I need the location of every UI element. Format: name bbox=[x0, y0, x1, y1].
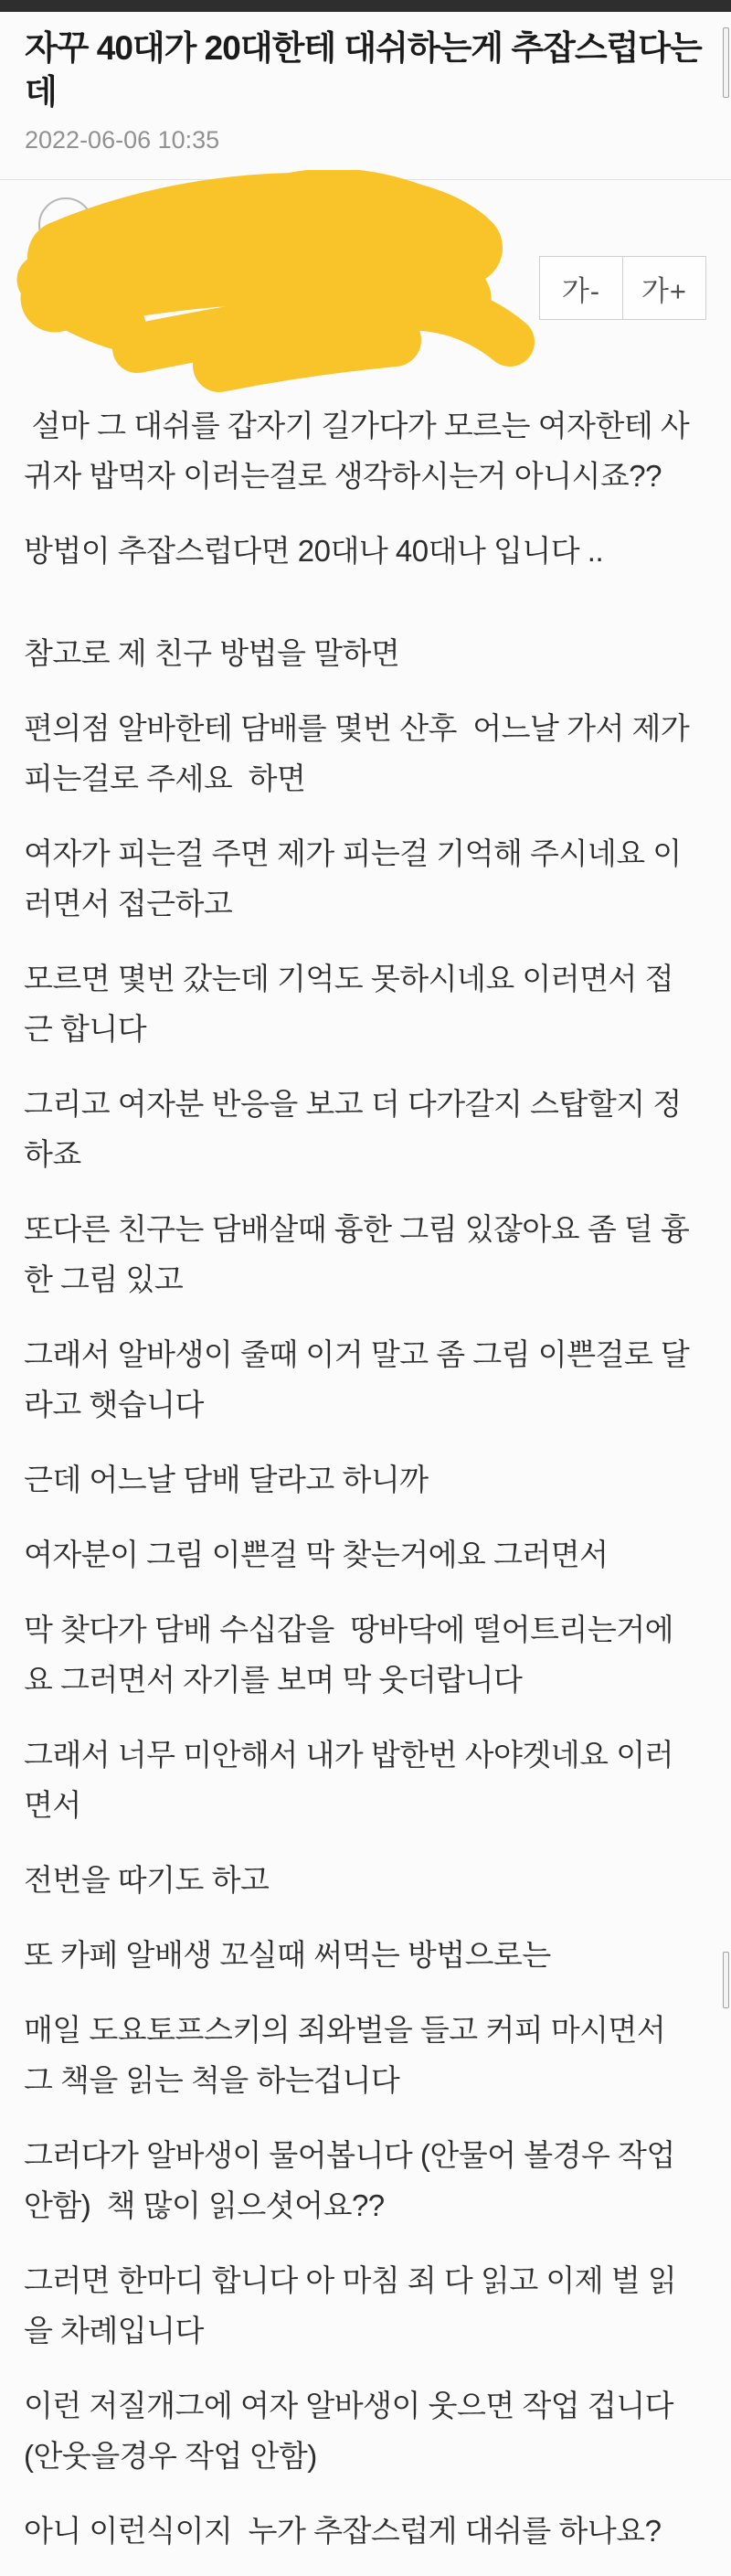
post-header bbox=[0, 12, 731, 154]
scrollbar-thumb[interactable] bbox=[723, 1952, 729, 2008]
scrollbar-thumb[interactable] bbox=[723, 27, 729, 98]
post-paragraph: 여자가 피는걸 주면 제가 피는걸 기억해 주시네요 이러면서 접근하고 bbox=[24, 836, 682, 921]
post-date: 2022-06-06 10:35 bbox=[25, 126, 220, 154]
post-paragraph: 그리고 여자분 반응을 보고 더 다가갈지 스탑할지 정하죠 bbox=[24, 1087, 682, 1171]
post-paragraph: 이런 저질개그에 여자 알바생이 웃으면 작업 겁니다 (안웃을경우 작업 안함) bbox=[24, 2389, 682, 2473]
post-paragraph: 근데 어느날 담배 달라고 하니까 bbox=[24, 1463, 429, 1496]
status-bar bbox=[0, 0, 731, 12]
post-paragraph: 또다른 친구는 담배살때 흉한 그림 있잖아요 좀 덜 흉한 그림 있고 bbox=[24, 1212, 690, 1296]
post-paragraph: 설마 그 대쉬를 갑자기 길가다가 모르는 여자한테 사귀자 밥먹자 이러는걸로 생각하시는거 아니시죠?? bbox=[24, 409, 690, 493]
post-title: 자꾸 40대가 20대한테 대쉬하는게 추잡스럽다는데 bbox=[25, 29, 702, 111]
post-paragraph: 또 카페 알배생 꼬실때 써먹는 방법으로는 bbox=[24, 1938, 551, 1972]
post-paragraph: 참고로 제 친구 방법을 말하면 bbox=[24, 636, 400, 670]
post-paragraph: 편의점 알바한테 담배를 몇번 산후 어느날 가서 제가 피는걸로 주세요 하면 bbox=[24, 711, 697, 795]
post-body bbox=[0, 400, 731, 2556]
post-paragraph: 막 찾다가 담배 수십갑을 땅바닥에 떨어트리는거에요 그러면서 자기를 보며 막 웃더랍니다 bbox=[24, 1613, 673, 1697]
post-paragraph: 아니 이런식이지 누가 추잡스럽게 대쉬를 하나요? bbox=[24, 2514, 662, 2548]
post-paragraph: 그래서 알바생이 줄때 이거 말고 좀 그림 이쁜걸로 달라고 햇습니다 bbox=[24, 1337, 690, 1421]
post-paragraph: 그래서 너무 미안해서 내가 밥한번 사야겟네요 이러면서 bbox=[24, 1738, 673, 1822]
author-area bbox=[0, 187, 731, 400]
post-paragraph: 그러면 한마디 합니다 아 마침 죄 다 읽고 이제 벌 읽을 차례입니다 bbox=[24, 2263, 677, 2347]
post-paragraph: 매일 도요토프스키의 죄와벌을 들고 커피 마시면서 그 책을 읽는 척을 하는겁니다 bbox=[24, 2013, 673, 2097]
post-paragraph: 방법이 추잡스럽다면 20대나 40대나 입니다 .. bbox=[24, 534, 604, 568]
post-paragraph: 그러다가 알바생이 물어봅니다 (안물어 볼경우 작업 안함) 책 많이 읽으셧어요?? bbox=[24, 2138, 683, 2222]
font-increase-button[interactable]: 가+ bbox=[622, 256, 706, 320]
font-decrease-button[interactable]: 가- bbox=[539, 256, 623, 320]
avatar bbox=[38, 197, 93, 252]
post-paragraph: 모르면 몇번 갔는데 기억도 못하시네요 이러면서 접근 합니다 bbox=[24, 962, 673, 1046]
post-paragraph: 여자분이 그림 이쁜걸 막 찾는거에요 그러면서 bbox=[24, 1538, 609, 1571]
post-paragraph: 전번을 따기도 하고 bbox=[24, 1863, 270, 1897]
font-size-controls bbox=[539, 256, 706, 320]
divider bbox=[0, 179, 731, 180]
